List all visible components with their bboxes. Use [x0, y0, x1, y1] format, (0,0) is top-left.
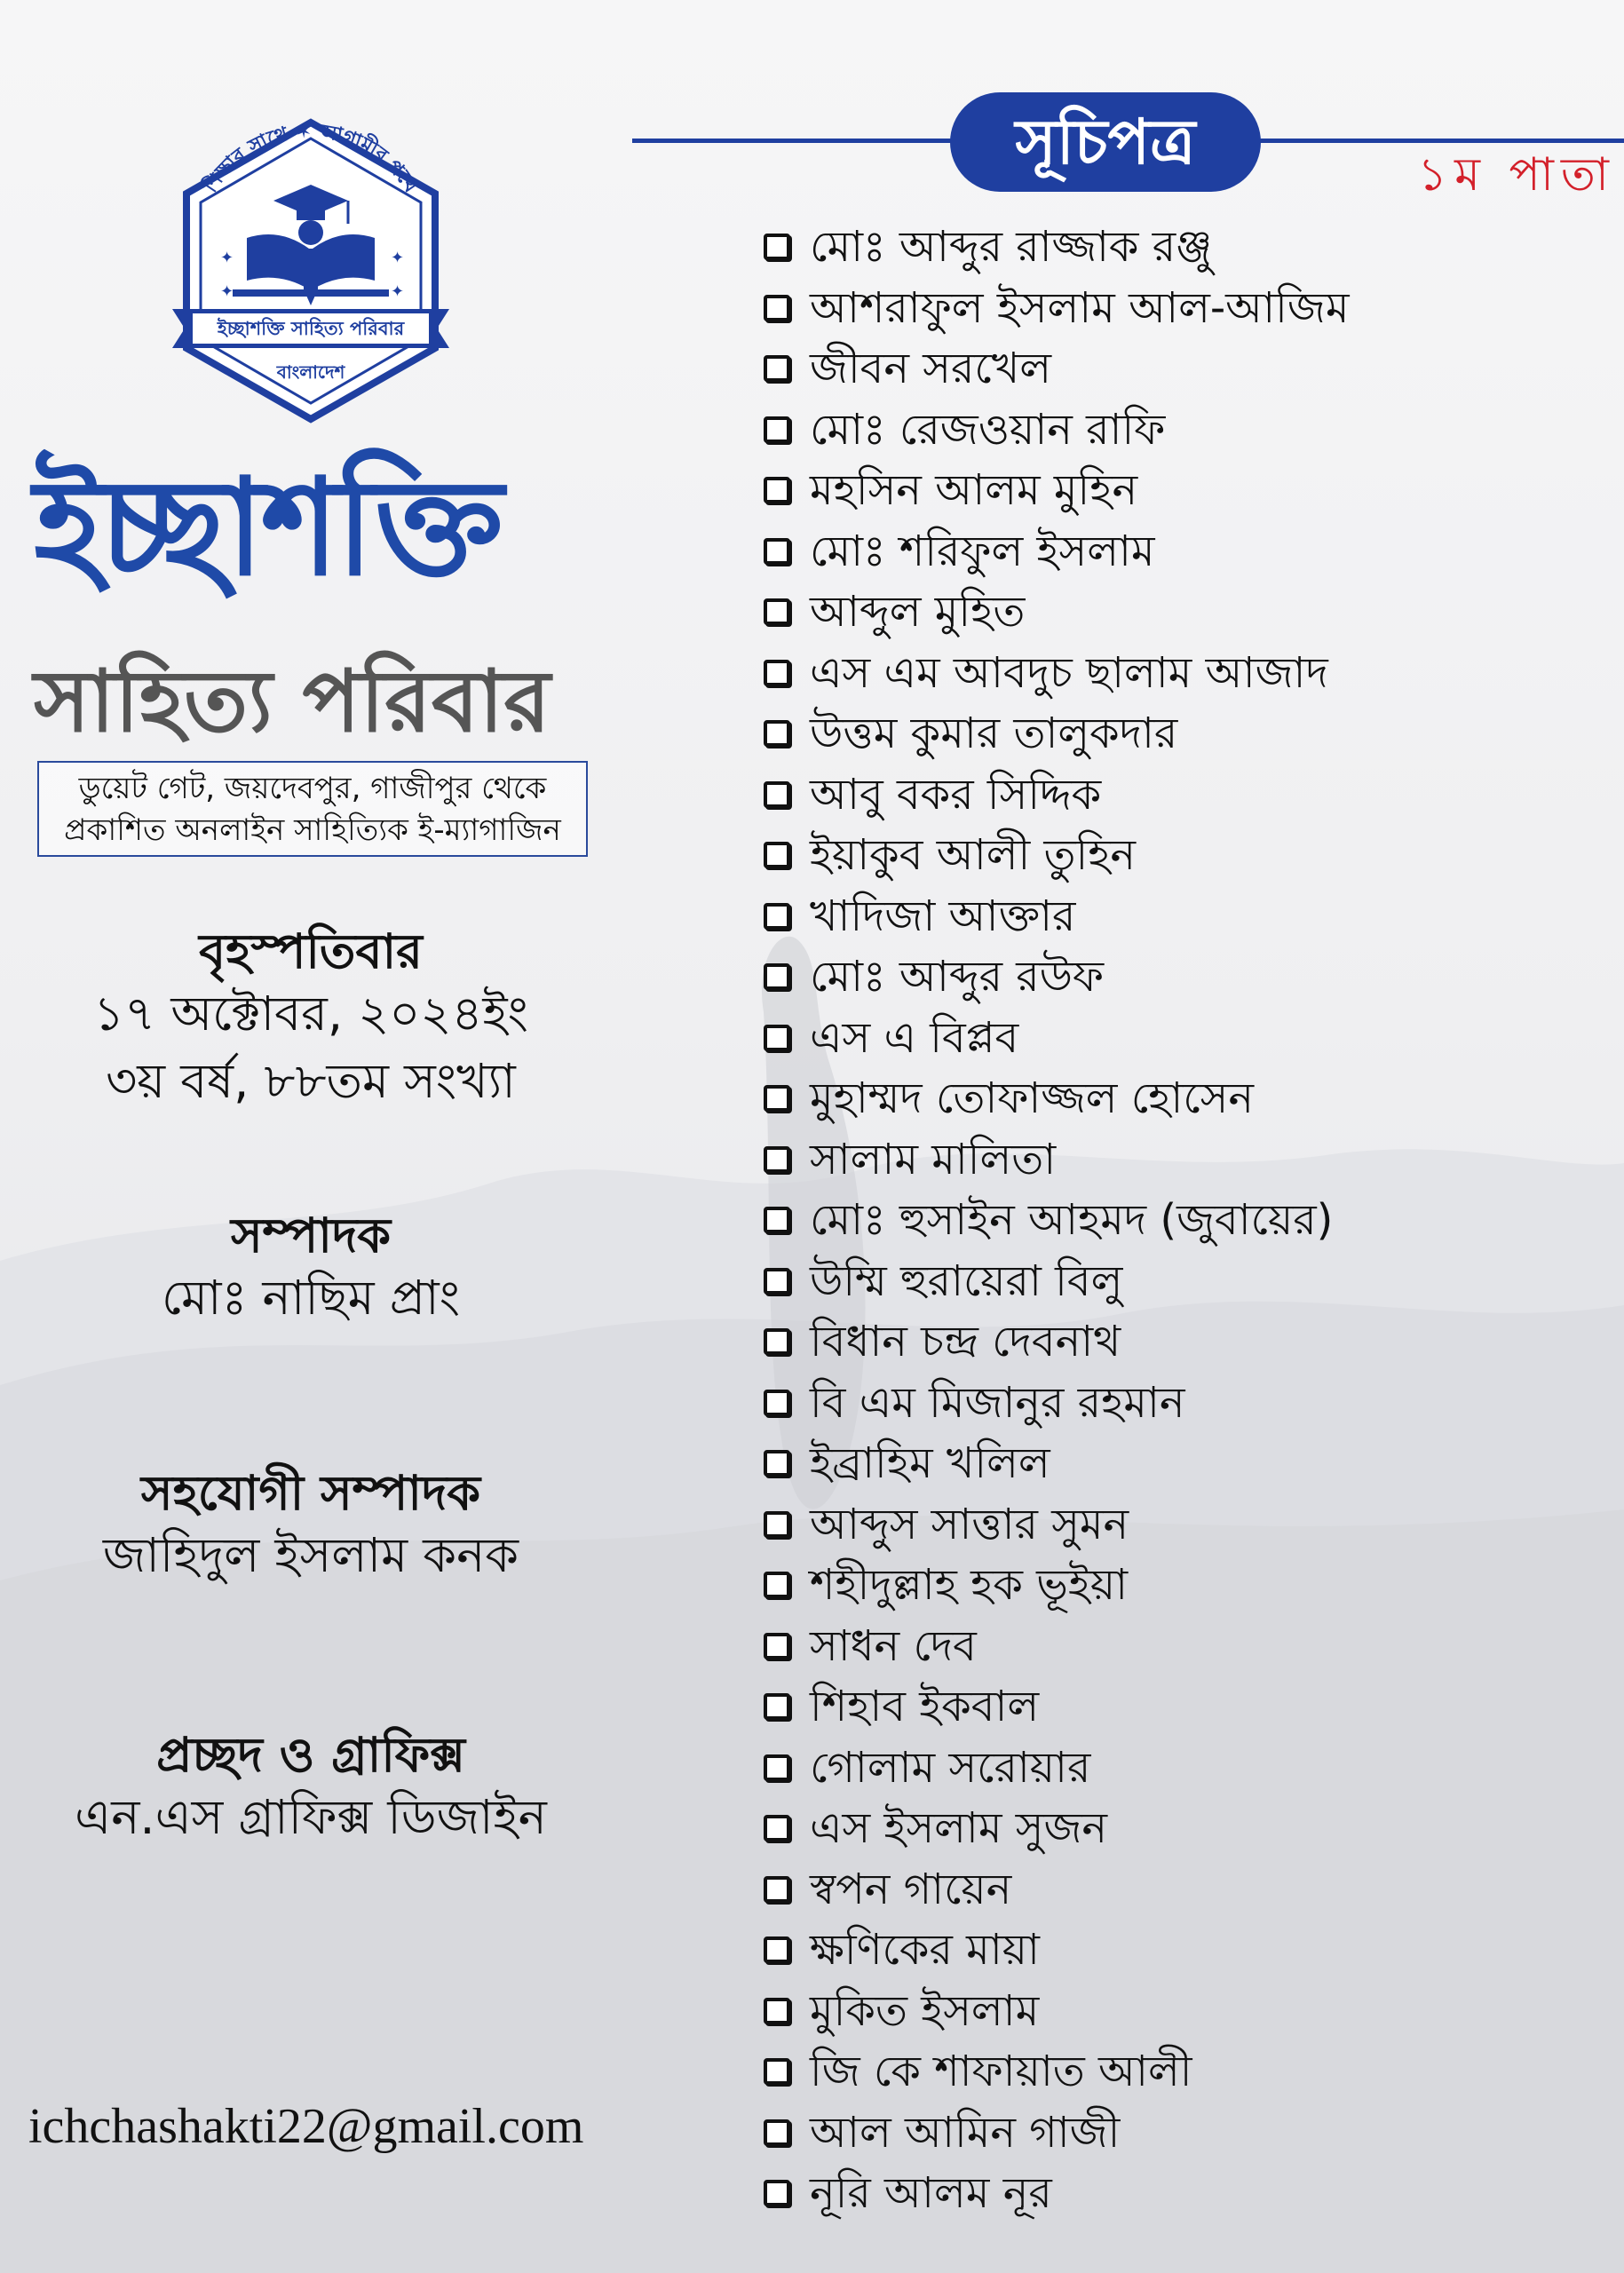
cover-graphics-block [0, 1727, 622, 1851]
toc-item [764, 764, 1616, 826]
checkbox-icon [764, 1268, 790, 1295]
toc-item-name: মুকিত ইসলাম [810, 1985, 1040, 2036]
checkbox-icon [764, 1693, 790, 1720]
checkbox-icon [764, 1390, 790, 1416]
toc-item [764, 1859, 1616, 1921]
toc-item-name: এস ইসলাম সুজন [810, 1803, 1108, 1854]
toc-item [764, 1129, 1616, 1191]
logo-arc-text: শিক্ষার সাথে ✶ আগামীর পথে [200, 120, 422, 197]
toc-item-name: মোঃ রেজওয়ান রাফি [810, 404, 1166, 455]
toc-item [764, 1373, 1616, 1434]
toc-item-name: খাদিজা আক্তার [810, 891, 1076, 941]
toc-item [764, 2163, 1616, 2224]
toc-item [764, 1068, 1616, 1129]
checkbox-icon [764, 1207, 790, 1233]
toc-item-name: মোঃ হুসাইন আহমদ (জুবায়ের) [810, 1195, 1334, 1246]
toc-item [764, 400, 1616, 461]
cover-graphics-label: প্রচ্ছদ ও গ্রাফিক্স [156, 1727, 465, 1783]
toc-item-name: নূরি আলম নূর [810, 2168, 1052, 2219]
toc-item-name: এস এম আবদুচ ছালাম আজাদ [810, 647, 1328, 698]
toc-item-name: ক্ষণিকের মায়া [810, 1925, 1040, 1976]
issue-volume: ৩য় বর্ষ, ৮৮তম সংখ্যা [106, 1053, 516, 1109]
toc-item [764, 1616, 1616, 1677]
toc-item-name: উত্তম কুমার তালুকদার [810, 709, 1178, 759]
associate-editor-block [0, 1465, 622, 1589]
toc-item [764, 217, 1616, 278]
toc-item [764, 1738, 1616, 1799]
svg-text:✦: ✦ [220, 249, 234, 267]
checkbox-icon [764, 1572, 790, 1598]
toc-item-name: গোলাম সরোয়ার [810, 1742, 1091, 1793]
svg-text:✦: ✦ [220, 282, 234, 301]
logo-emblem [151, 115, 471, 426]
toc-item [764, 521, 1616, 582]
toc-title: সূচিপত্র [950, 92, 1261, 192]
toc-item-name: আবু বকর সিদ্দিক [810, 769, 1102, 820]
checkbox-icon [764, 1633, 790, 1659]
toc-item [764, 1494, 1616, 1556]
toc-item [764, 1676, 1616, 1738]
page-number-label: ১ম পাতা [1417, 148, 1616, 202]
left-panel [0, 0, 622, 2273]
toc-item-name: ইয়াকুব আলী তুহিন [810, 830, 1137, 881]
toc-item [764, 946, 1616, 1008]
toc-item [764, 1920, 1616, 1981]
checkbox-icon [764, 1328, 790, 1355]
toc-item-name: মোঃ আব্দুর রাজ্জাক রঞ্জু [810, 222, 1213, 273]
toc-item-name: আব্দুস সাত্তার সুমন [810, 1499, 1129, 1549]
toc-item [764, 1311, 1616, 1373]
checkbox-icon [764, 903, 790, 930]
toc-item [764, 460, 1616, 521]
toc-item-name: সাধন দেব [810, 1620, 977, 1671]
checkbox-icon [764, 1998, 790, 2024]
toc-item-name: আশরাফুল ইসলাম আল-আজিম [810, 282, 1350, 333]
toc-item [764, 2103, 1616, 2164]
checkbox-icon [764, 538, 790, 565]
checkbox-icon [764, 598, 790, 625]
checkbox-icon [764, 1876, 790, 1903]
toc-item [764, 703, 1616, 764]
toc-item-name: শিহাব ইকবাল [810, 1682, 1040, 1732]
associate-editor-name: জাহিদুল ইসলাম কনক [102, 1527, 519, 1583]
checkbox-icon [764, 2119, 790, 2146]
toc-item [764, 1981, 1616, 2042]
checkbox-icon [764, 477, 790, 503]
logo-banner-text: ইচ্ছাশক্তি সাহিত্য পরিবার [217, 318, 405, 339]
svg-text:✦: ✦ [391, 249, 405, 267]
associate-editor-label: সহযোগী সম্পাদক [140, 1465, 481, 1521]
checkbox-icon [764, 1754, 790, 1781]
editor-label: সম্পাদক [230, 1208, 392, 1263]
toc-item-name: মোঃ আব্দুর রউফ [810, 952, 1105, 1002]
checkbox-icon [764, 416, 790, 443]
toc-item [764, 1555, 1616, 1616]
toc-item [764, 1798, 1616, 1859]
checkbox-icon [764, 781, 790, 808]
issue-day: বৃহস্পতিবার [199, 923, 423, 979]
checkbox-icon [764, 660, 790, 686]
toc-item [764, 2041, 1616, 2103]
checkbox-icon [764, 1025, 790, 1051]
tagline-line-2: প্রকাশিত অনলাইন সাহিত্যিক ই-ম্যাগাজিন [64, 812, 561, 848]
toc-item [764, 1008, 1616, 1069]
toc-item-name: বিধান চন্দ্র দেবনাথ [810, 1317, 1121, 1367]
checkbox-icon [764, 1450, 790, 1477]
checkbox-icon [764, 1815, 790, 1841]
cover-graphics-name: এন.এস গ্রাফিক্স ডিজাইন [75, 1789, 547, 1845]
toc-item [764, 278, 1616, 339]
checkbox-icon [764, 295, 790, 321]
editor-block [0, 1208, 622, 1332]
toc-item-name: স্বপন গায়েন [810, 1864, 1012, 1914]
toc-item-name: জীবন সরখেল [810, 344, 1051, 394]
issue-info [0, 923, 622, 1115]
toc-item [764, 338, 1616, 400]
toc-list [764, 217, 1616, 2224]
checkbox-icon [764, 355, 790, 382]
checkbox-icon [764, 1936, 790, 1963]
toc-item-name: শহীদুল্লাহ হক ভূইয়া [810, 1560, 1129, 1611]
toc-item-name: জি কে শাফায়াত আলী [810, 2047, 1192, 2097]
toc-item-name: বি এম মিজানুর রহমান [810, 1377, 1185, 1428]
toc-item-name: মোঃ শরিফুল ইসলাম [810, 526, 1155, 576]
checkbox-icon [764, 720, 790, 747]
toc-item [764, 1433, 1616, 1494]
toc-item [764, 825, 1616, 886]
tagline-box [37, 761, 588, 857]
checkbox-icon [764, 1511, 790, 1538]
editor-name: মোঃ নাছিম প্রাং [162, 1270, 460, 1326]
svg-text:✦: ✦ [391, 282, 405, 301]
checkbox-icon [764, 1146, 790, 1173]
checkbox-icon [764, 234, 790, 260]
toc-item-name: উম্মি হুরায়েরা বিলু [810, 1255, 1123, 1306]
toc-item-name: সালাম মালিতা [810, 1134, 1057, 1184]
checkbox-icon [764, 1085, 790, 1112]
toc-item [764, 643, 1616, 704]
toc-item [764, 886, 1616, 947]
checkbox-icon [764, 842, 790, 868]
issue-date: ১৭ অক্টোবর, ২০২৪ইং [93, 986, 528, 1041]
toc-item-name: ইব্রাহিম খলিল [810, 1438, 1050, 1489]
logo-country-text: বাংলাদেশ [276, 361, 345, 383]
toc-item-name: আল আমিন গাজী [810, 2107, 1121, 2158]
toc-item-name: মহসিন আলম মুহিন [810, 465, 1138, 516]
brand-subtitle: সাহিত্য পরিবার [34, 652, 551, 751]
toc-item-name: এস এ বিপ্লব [810, 1012, 1019, 1063]
tagline-line-1: ডুয়েট গেট, জয়দেবপুর, গাজীপুর থেকে [78, 771, 547, 806]
checkbox-icon [764, 963, 790, 990]
checkbox-icon [764, 2058, 790, 2085]
contact-email[interactable]: ichchashakti22@gmail.com [28, 2099, 584, 2154]
toc-item-name: মুহাম্মদ তোফাজ্জল হোসেন [810, 1073, 1254, 1124]
toc-item-name: আব্দুল মুহিত [810, 587, 1026, 638]
brand-title: ইচ্ছাশক্তি [34, 451, 500, 606]
toc-item [764, 1190, 1616, 1251]
toc-item [764, 582, 1616, 643]
toc-item [764, 1251, 1616, 1312]
checkbox-icon [764, 2180, 790, 2206]
